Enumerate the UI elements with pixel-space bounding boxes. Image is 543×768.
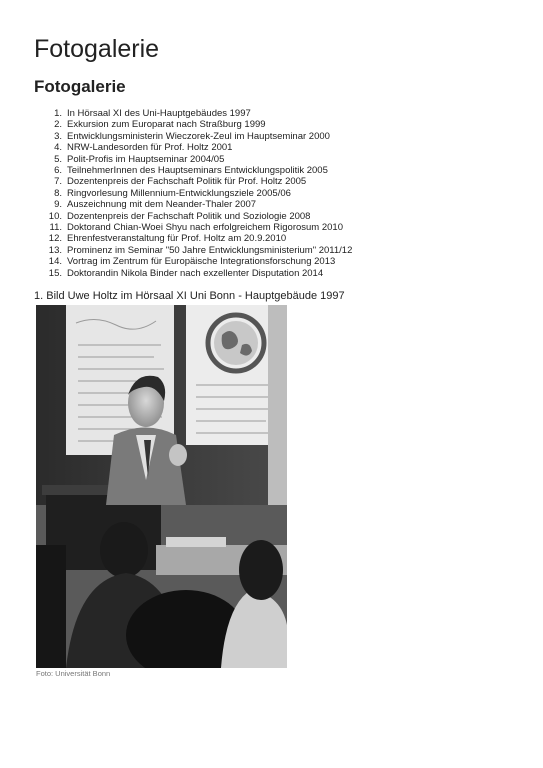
gallery-item-link[interactable]: Prominenz im Seminar "50 Jahre Entwicklungsministerium" 2011/12 (67, 244, 353, 256)
list-item-number: 3. (54, 130, 62, 142)
gallery-list-item (0, 222, 352, 233)
gallery-list-item (0, 199, 352, 210)
list-item-number: 6. (54, 165, 62, 177)
gallery-list-item (0, 268, 352, 279)
list-item-number: 2. (54, 119, 62, 131)
photo-heading: 1. Bild Uwe Holtz im Hörsaal XI Uni Bonn - Hauptgebäude 1997 (34, 290, 345, 302)
gallery-list-item (0, 176, 352, 187)
gallery-item-link[interactable]: Entwicklungsministerin Wieczorek-Zeul im Hauptseminar 2000 (67, 130, 330, 142)
gallery-item-link[interactable]: Vortrag im Zentrum für Europäische Integrationsforschung 2013 (67, 256, 336, 268)
gallery-item-link[interactable]: NRW-Landesorden für Prof. Holtz 2001 (67, 142, 233, 154)
gallery-item-link[interactable]: Dozentenpreis der Fachschaft Politik für Prof. Holtz 2005 (67, 176, 307, 188)
gallery-list-item (0, 256, 352, 267)
gallery-list-item (0, 119, 352, 130)
list-item-number: 5. (54, 153, 62, 165)
gallery-index-list (0, 108, 352, 279)
gallery-item-link[interactable]: Polit-Profis im Hauptseminar 2004/05 (67, 153, 225, 165)
list-item-number: 10. (48, 210, 62, 222)
list-item-number: 13. (48, 244, 62, 256)
list-item-number: 12. (48, 233, 62, 245)
gallery-item-link[interactable]: Ringvorlesung Millennium-Entwicklungsziele 2005/06 (67, 187, 291, 199)
lecture-photo (36, 305, 287, 668)
list-item-number: 7. (54, 176, 62, 188)
gallery-item-link[interactable]: Doktorandin Nikola Binder nach exzellenter Disputation 2014 (67, 267, 324, 279)
list-item-number: 15. (48, 267, 62, 279)
photo-credit: Foto: Universität Bonn (36, 669, 111, 678)
gallery-item-link[interactable]: In Hörsaal XI des Uni-Hauptgebäudes 1997 (67, 108, 251, 119)
list-item-number: 11. (49, 222, 62, 234)
gallery-list-item (0, 131, 352, 142)
gallery-list-item (0, 245, 352, 256)
list-item-number: 4. (54, 142, 62, 154)
list-item-number: 9. (54, 199, 62, 211)
gallery-item-link[interactable]: Doktorand Chian-Woei Shyu nach erfolgreichem Rigorosum 2010 (67, 222, 343, 234)
gallery-item-link[interactable]: Dozentenpreis der Fachschaft Politik und Soziologie 2008 (67, 210, 311, 222)
gallery-list-item (0, 188, 352, 199)
gallery-list-item (0, 108, 352, 119)
gallery-list-item (0, 142, 352, 153)
gallery-list-item (0, 211, 352, 222)
list-item-number: 14. (48, 256, 62, 268)
section-title: Fotogalerie (34, 77, 126, 96)
gallery-list-item (0, 233, 352, 244)
gallery-item-link[interactable]: Ehrenfestveranstaltung für Prof. Holtz am 20.9.2010 (67, 233, 287, 245)
gallery-list-item (0, 165, 352, 176)
gallery-item-link[interactable]: Exkursion zum Europarat nach Straßburg 1999 (67, 119, 266, 131)
list-item-number: 8. (54, 187, 62, 199)
gallery-list-item (0, 154, 352, 165)
list-item-number: 1. (54, 108, 62, 119)
page-title: Fotogalerie (34, 35, 160, 63)
gallery-item-link[interactable]: Auszeichnung mit dem Neander-Thaler 2007 (67, 199, 257, 211)
gallery-item-link[interactable]: TeilnehmerInnen des Hauptseminars Entwicklungspolitik 2005 (67, 165, 328, 177)
